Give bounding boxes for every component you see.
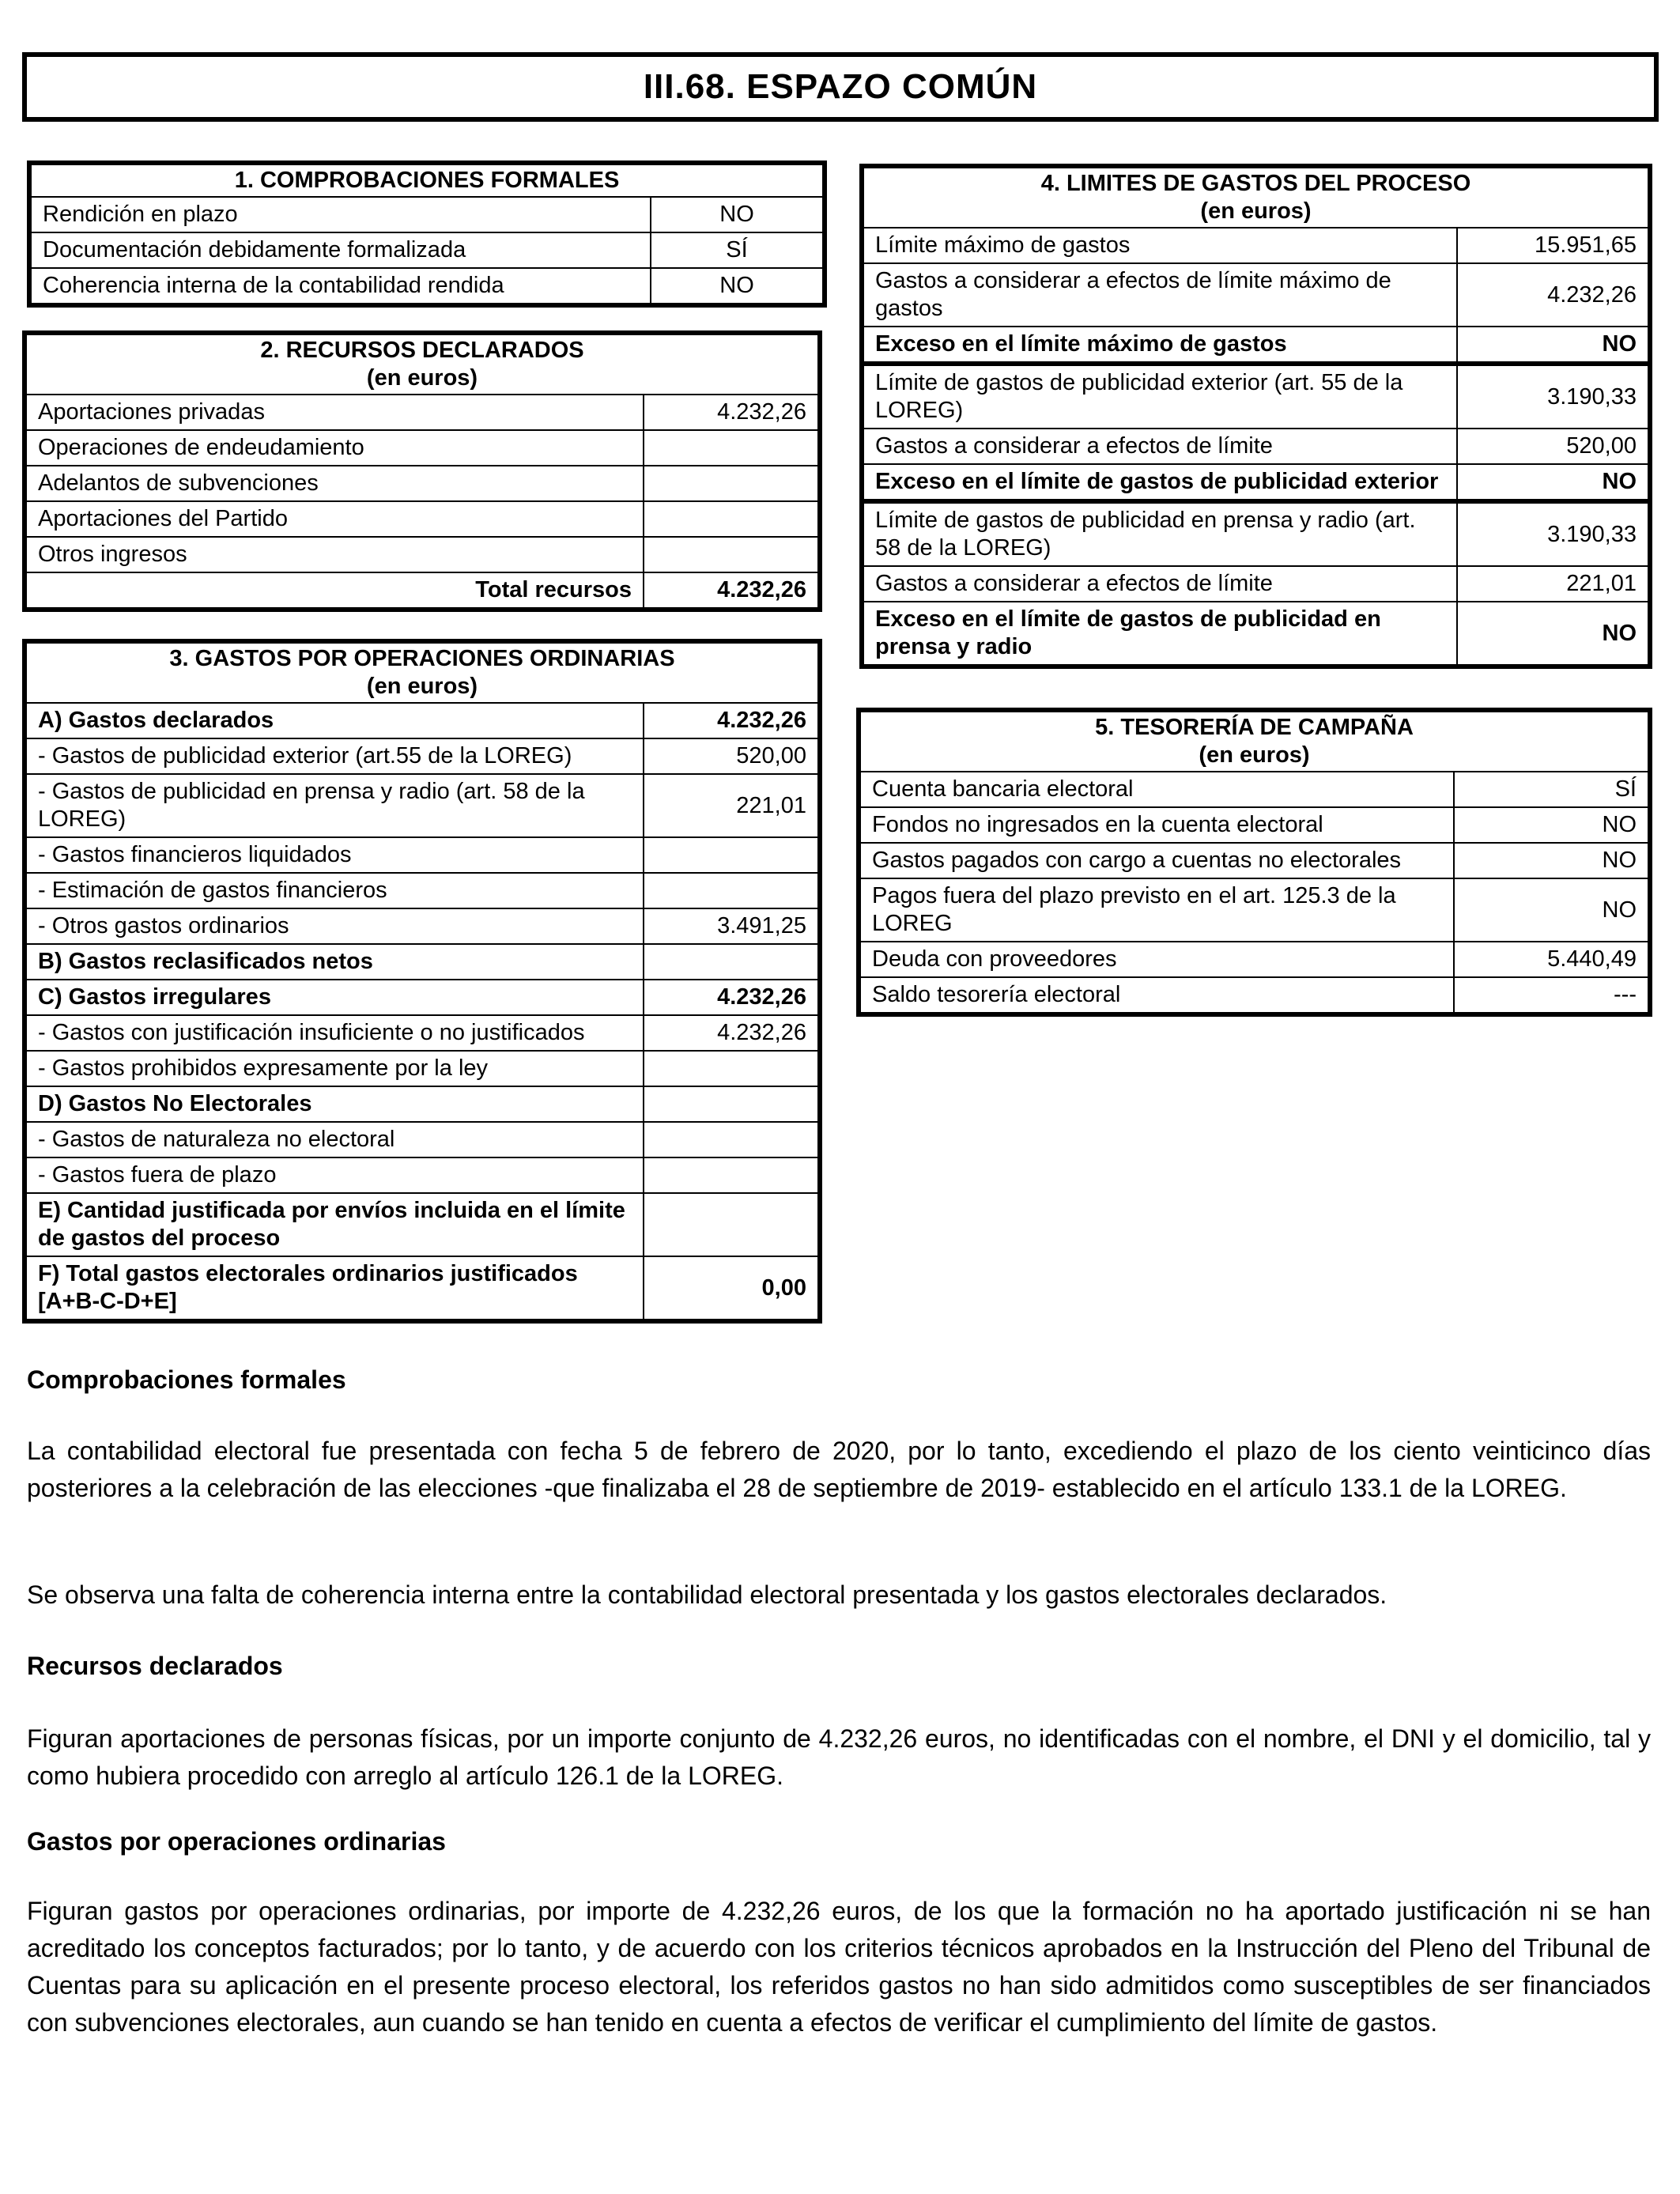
table-row: A) Gastos declarados 4.232,26	[27, 703, 817, 738]
table-row: Gastos pagados con cargo a cuentas no electorales NO	[861, 843, 1648, 878]
paragraph: Figuran aportaciones de personas físicas, por un importe conjunto de 4.232,26 euros, no identificadas con el nombre, el DNI y el domicilio, tal y como hubiera procedido con arreglo al artículo 126.1 de la LOREG.	[27, 1724, 1651, 1790]
table-row: - Otros gastos ordinarios 3.491,25	[27, 908, 817, 944]
table-row: Fondos no ingresados en la cuenta electoral NO	[861, 807, 1648, 843]
table-row: Otros ingresos	[27, 537, 817, 572]
table-row: Pagos fuera del plazo previsto en el art. 125.3 de la LOREG NO	[861, 878, 1648, 942]
table-row: - Gastos de naturaleza no electoral	[27, 1122, 817, 1157]
table-row: Límite de gastos de publicidad exterior (art. 55 de la LOREG) 3.190,33	[864, 364, 1648, 429]
heading-gastos-operaciones-ordinarias: Gastos por operaciones ordinarias	[27, 1827, 446, 1856]
table-row: Límite de gastos de publicidad en prensa y radio (art. 58 de la LOREG) 3.190,33	[864, 501, 1648, 566]
total-row: Total recursos 4.232,26	[27, 572, 817, 607]
table-row: Exceso en el límite de gastos de publicidad en prensa y radio NO	[864, 602, 1648, 664]
table-row: Gastos a considerar a efectos de límite 520,00	[864, 429, 1648, 464]
table-tesoreria-campana	[856, 708, 1652, 1017]
table-row: E) Cantidad justificada por envíos incluida en el límite de gastos del proceso	[27, 1193, 817, 1256]
table-row: - Gastos de publicidad exterior (art.55 de la LOREG) 520,00	[27, 738, 817, 774]
table-row: Gastos a considerar a efectos de límite 221,01	[864, 566, 1648, 602]
table-row: Documentación debidamente formalizada SÍ	[32, 232, 822, 268]
total-row: F) Total gastos electorales ordinarios justificados [A+B-C-D+E] 0,00	[27, 1256, 817, 1319]
table-row: Aportaciones del Partido	[27, 501, 817, 537]
table-comprobaciones-formales	[27, 160, 827, 308]
table-row: Adelantos de subvenciones	[27, 466, 817, 501]
table-row: Límite máximo de gastos 15.951,65	[864, 228, 1648, 263]
table-row: - Gastos fuera de plazo	[27, 1157, 817, 1193]
table-row: Deuda con proveedores 5.440,49	[861, 942, 1648, 977]
table-row: Operaciones de endeudamiento	[27, 430, 817, 466]
table-row: Gastos a considerar a efectos de límite máximo de gastos 4.232,26	[864, 263, 1648, 327]
table-row: - Gastos de publicidad en prensa y radio (art. 58 de la LOREG) 221,01	[27, 774, 817, 837]
table-row: Aportaciones privadas 4.232,26	[27, 395, 817, 430]
table-row: Cuenta bancaria electoral SÍ	[861, 772, 1648, 807]
section-header: 1. COMPROBACIONES FORMALES	[32, 165, 822, 197]
table-row: Exceso en el límite máximo de gastos NO	[864, 327, 1648, 364]
table-row: Rendición en plazo NO	[32, 197, 822, 232]
table-row: - Gastos financieros liquidados	[27, 837, 817, 873]
page-title: III.68. ESPAZO COMÚN	[22, 52, 1659, 122]
table-row: - Gastos prohibidos expresamente por la ley	[27, 1051, 817, 1086]
paragraph: Figuran gastos por operaciones ordinarias, por importe de 4.232,26 euros, de los que la formación no ha aportado justificación ni se han acreditado los conceptos facturados; por lo tanto, y de acuerdo con los criterios técnicos aprobados en la Instrucción del Pleno del Tribunal de Cuentas para su aplicación en el presente proceso electoral, los referidos gastos no han sido admitidos como susceptibles de ser financiados con subvenciones electorales, aun cuando se han tenido en cuenta a efectos de verificar el cumplimiento del límite de gastos.	[27, 1897, 1651, 2037]
table-gastos-operaciones-ordinarias	[22, 639, 822, 1324]
table-row: Coherencia interna de la contabilidad rendida NO	[32, 268, 822, 303]
table-limites-gastos	[859, 164, 1652, 669]
table-row: B) Gastos reclasificados netos	[27, 944, 817, 980]
table-recursos-declarados	[22, 330, 822, 612]
heading-recursos-declarados: Recursos declarados	[27, 1652, 283, 1680]
section-header: 2. RECURSOS DECLARADOS (en euros)	[27, 335, 817, 395]
heading-comprobaciones-formales: Comprobaciones formales	[27, 1365, 346, 1394]
section-header: 3. GASTOS POR OPERACIONES ORDINARIAS (en euros)	[27, 644, 817, 703]
table-row: D) Gastos No Electorales	[27, 1086, 817, 1122]
section-header: 4. LIMITES DE GASTOS DEL PROCESO (en euros)	[864, 168, 1648, 228]
table-row: C) Gastos irregulares 4.232,26	[27, 980, 817, 1015]
section-header: 5. TESORERÍA DE CAMPAÑA (en euros)	[861, 712, 1648, 772]
table-row: - Estimación de gastos financieros	[27, 873, 817, 908]
paragraph: Se observa una falta de coherencia interna entre la contabilidad electoral presentada y los gastos electorales declarados.	[27, 1580, 1387, 1609]
table-row: Exceso en el límite de gastos de publicidad exterior NO	[864, 464, 1648, 501]
table-row: Saldo tesorería electoral ---	[861, 977, 1648, 1012]
paragraph: La contabilidad electoral fue presentada con fecha 5 de febrero de 2020, por lo tanto, excediendo el plazo de los ciento veinticinco días posteriores a la celebración de las elecciones -que finalizaba el 28 de septiembre de 2019- establecido en el artículo 133.1 de la LOREG.	[27, 1437, 1651, 1502]
table-row: - Gastos con justificación insuficiente o no justificados 4.232,26	[27, 1015, 817, 1051]
